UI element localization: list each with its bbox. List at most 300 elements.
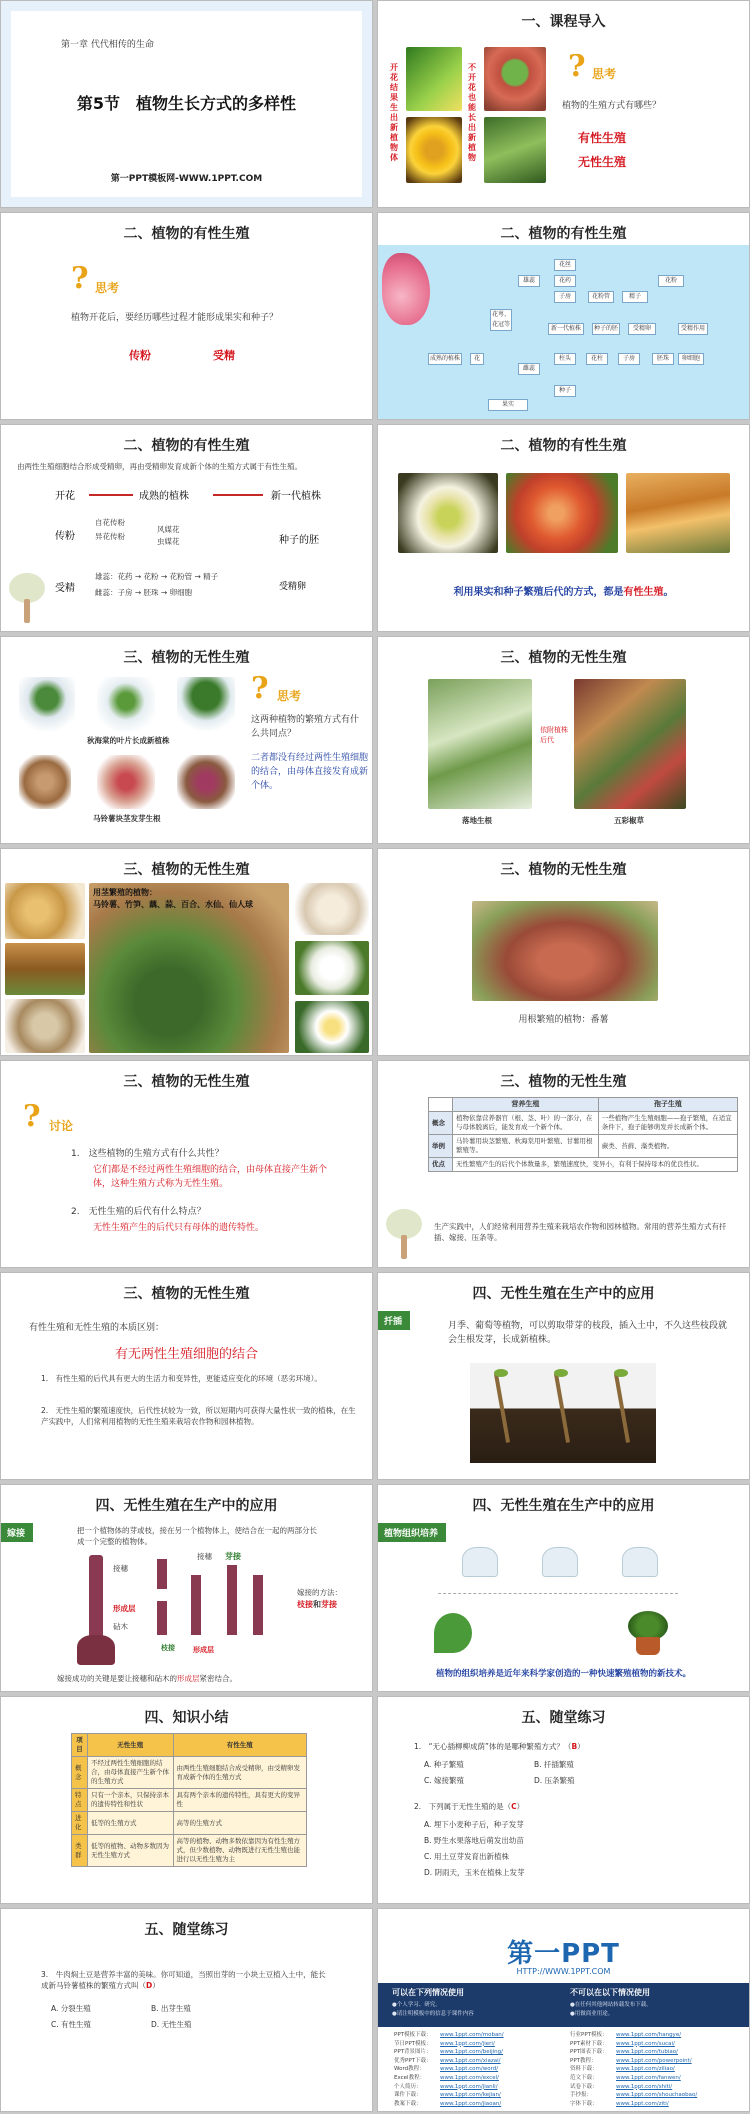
step-piece-3	[191, 1575, 201, 1635]
flask-3	[622, 1547, 658, 1577]
think-answer: 二者都没有经过两性生殖细胞的结合，由母体直接发育成新个体。	[251, 753, 369, 791]
label-bud-graft: 芽接	[225, 1552, 241, 1561]
resource-link-row	[570, 2040, 675, 2048]
tree-decoration	[386, 1209, 422, 1259]
node-fruit: 果实	[488, 399, 528, 411]
bamboo-shoot-photo	[5, 943, 85, 995]
resource-link-label: PPT素材下载：	[570, 2040, 608, 2047]
graft-stock-1	[89, 1555, 103, 1645]
intro-question: 植物的生殖方式有哪些？	[562, 101, 662, 111]
node-egg: 卵细胞	[678, 353, 704, 365]
slide-fruit-seed	[377, 424, 750, 632]
resource-link-label: PPT教程：	[570, 2057, 597, 2064]
option-1c: C. 嫁接繁殖	[424, 1776, 465, 1785]
resource-link-row	[570, 2031, 681, 2039]
male-path: 雄蕊：花药 → 花粉 → 花粉管 → 精子	[95, 572, 219, 581]
option-3c: C. 有性生殖	[51, 2020, 92, 2029]
q2-text: 2. 下列属于无性生殖的是（	[414, 1802, 512, 1811]
begonia-photo-1	[19, 677, 75, 731]
bud-graft-stem	[227, 1565, 237, 1635]
resource-link-row	[394, 2040, 495, 2048]
node-fertilization: 受精作用	[678, 323, 708, 335]
methods-label: 嫁接的方法：	[297, 1588, 342, 1597]
resource-link-label: 范文下载：	[570, 2075, 598, 2081]
sweet-potato-photo	[472, 901, 658, 1001]
succulent-photo	[484, 117, 546, 183]
slide-intro	[377, 0, 750, 208]
q2-end: ）	[516, 1802, 525, 1811]
q3-answer: D	[146, 1981, 153, 1990]
resource-link-row	[394, 2100, 501, 2108]
arrow-newgen-mature	[213, 494, 263, 496]
slide-title: 三、植物的无性生殖	[123, 650, 250, 666]
slide-bryophyllum	[377, 636, 750, 844]
slide-title: 二、植物的有性生殖	[123, 226, 250, 242]
begonia-caption: 秋海棠的叶片长成新植株	[87, 736, 170, 745]
mid-vertical-label: 不开花也能长出新植物	[468, 63, 476, 162]
resource-link-label: PPT图表下载：	[570, 2049, 608, 2056]
resource-link-label: 手抄报：	[570, 2092, 593, 2099]
resource-link-url[interactable]: www.1ppt.com/jianli/	[440, 2083, 498, 2090]
header-item: 项目	[72, 1734, 88, 1757]
point-2: 2. 无性生殖的繁殖速度快，后代性状较为一致，所以短期内可获得大量性状一致的植株，在生产实践中，人们常利用植物的无性生殖来栽培农作物和园林植物。	[41, 1406, 356, 1426]
practice-text: 生产实践中，人们经常利用营养生殖来栽培农作物和园林植物。常用的营养生殖方式有扦插、嫁接、压条等。	[434, 1222, 727, 1242]
slide-title: 五、随堂练习	[144, 1922, 229, 1938]
slide-sexual-think	[0, 212, 373, 420]
q1-answer: B	[571, 1742, 578, 1751]
brand-logo: 第一PPT	[507, 1939, 620, 1969]
slide-exercise-1	[377, 1696, 750, 1904]
culture-process-line	[438, 1593, 678, 1613]
step-mature: 成熟的植株	[139, 491, 189, 502]
mid-label: 依附植株后代	[540, 726, 568, 744]
begonia-photo-3	[177, 677, 235, 731]
slide-cover	[0, 0, 373, 208]
lily-photo	[295, 941, 369, 995]
tissue-culture-text: 植物的组织培养是近年来科学家创造的一种快速繁殖植物的新技术。	[435, 1669, 691, 1679]
slide-title: 一、课程导入	[521, 14, 606, 30]
cannot-use-title: 不可以在以下情况使用	[570, 1988, 650, 1997]
option-1d: D. 压条繁殖	[534, 1776, 575, 1785]
think-question: 这两种植物的繁殖方式有什么共同点？	[251, 715, 360, 739]
key-highlight: 形成层	[177, 1674, 200, 1683]
row-concept: 概念	[429, 1112, 453, 1135]
node-ovary: 子房	[618, 353, 640, 365]
discussion-q1: 1. 这些植物的生殖方式有什么共性？	[71, 1149, 224, 1159]
tag-cutting: 扦插	[378, 1311, 410, 1330]
wind-pollinated: 风媒花	[157, 525, 180, 534]
answer-pollination: 传粉	[129, 349, 151, 362]
think-question: 植物开花后，要经历哪些过程才能形成果实和种子？	[71, 313, 279, 323]
resource-link-row	[394, 2048, 503, 2056]
resource-link-row	[570, 2083, 672, 2091]
row-label: 类群	[72, 1835, 88, 1867]
resource-link-url[interactable]: www.1ppt.com/word/	[440, 2066, 499, 2073]
slide-title: 五、随堂练习	[521, 1710, 606, 1726]
caption-highlight: 有性生殖	[623, 587, 664, 598]
resource-link-label: Word教程：	[394, 2066, 425, 2073]
cell-asexual: 低等的植物、动物多数因为无性生殖方式	[88, 1835, 174, 1867]
q3-end: ）	[152, 1981, 160, 1990]
cell-sexual: 高等的植物、动物多数依靠因为有性生殖方式，但少数植物、动物既进行无性生殖也能进行以无性生殖为主	[173, 1835, 306, 1867]
slide-stem-plants	[0, 848, 373, 1056]
peperomia-caption: 五彩椒草	[614, 816, 644, 825]
slide-tissue-culture	[377, 1484, 750, 1692]
difference-question: 有性生殖和无性生殖的本质区别：	[29, 1323, 165, 1333]
discussion-a1: 它们都是不经过两性生殖细胞的结合，由母体直接产生新个体，这种生殖方式称为无性生殖。	[93, 1165, 328, 1189]
label-branch-graft: 枝接	[161, 1644, 175, 1652]
resource-link-url[interactable]: www.1ppt.com/xiazai/	[440, 2057, 501, 2064]
resource-link-url[interactable]: www.1ppt.com/tubiao/	[616, 2049, 678, 2056]
think-label: 思考	[592, 67, 617, 81]
resource-link-url[interactable]: www.1ppt.com/hangye/	[616, 2032, 682, 2038]
slide-cutting	[377, 1272, 750, 1480]
node-new-plant: 新一代植株	[548, 323, 584, 335]
q1-text: 1. “无心插柳柳成荫”体的是哪种繁殖方式？（	[414, 1742, 572, 1751]
resource-link-url[interactable]: www.1ppt.com/fanwen/	[616, 2075, 681, 2081]
lotus-root-photo	[5, 999, 85, 1053]
cell-sexual: 高等的生殖方式	[173, 1812, 306, 1835]
resource-link-url[interactable]: www.1ppt.com/jiaoan/	[440, 2100, 502, 2107]
cross-pollination: 异花传粉	[95, 532, 125, 541]
resource-link-row	[394, 2083, 498, 2091]
flask-1	[462, 1547, 498, 1577]
begonia-photo-2	[97, 677, 155, 731]
slide-sexual-process	[0, 424, 373, 632]
garlic-photo	[295, 883, 369, 935]
peach-photo	[506, 473, 618, 553]
option-2d: D. 阴雨天，玉米在植株上发芽	[424, 1868, 525, 1877]
tag-grafting: 嫁接	[1, 1523, 33, 1542]
insect-pollinated: 虫媒花	[157, 537, 180, 546]
key-part: 嫁接成功的关键是要让接穗和砧木的	[57, 1674, 177, 1683]
option-3d: D. 无性生殖	[151, 2020, 192, 2029]
resource-link-label: 节日PPT模板：	[394, 2040, 432, 2047]
slide-title: 四、知识小结	[144, 1710, 229, 1726]
cutting-illustration	[470, 1363, 656, 1463]
slide-title: 三、植物的无性生殖	[500, 650, 627, 666]
option-1a: A. 种子繁殖	[424, 1760, 464, 1769]
cell-example-spore: 蕨类、苔藓、藻类植物。	[598, 1135, 737, 1158]
resource-link-label: 教案下载：	[394, 2100, 422, 2107]
node-ovary-top: 子房	[554, 291, 576, 303]
q2-answer: C	[511, 1802, 517, 1811]
think-label: 思考	[277, 689, 302, 703]
grain-photo	[626, 473, 730, 553]
slide-title: 四、无性生殖在生产中的应用	[472, 1498, 655, 1514]
node-mature-plant: 成熟的植株	[428, 353, 462, 365]
can-use-title: 可以在下列情况使用	[392, 1988, 464, 1997]
slide-compare-table	[377, 1060, 750, 1268]
method-and: 和	[313, 1600, 321, 1609]
slide-exercise-2	[0, 1908, 373, 2112]
q1-end: ）	[577, 1742, 585, 1751]
cutting-stem-3	[614, 1373, 630, 1443]
label-scion: 接穗	[113, 1564, 128, 1573]
left-vertical-label: 开花结果生出新植物体	[390, 63, 398, 162]
option-3b: B. 出芽生殖	[151, 2004, 191, 2013]
resource-link-label: 资料下载：	[570, 2066, 598, 2073]
step-piece-2	[157, 1601, 167, 1635]
point-1: 1. 有性生殖的后代具有更大的生活力和变异性，更能适应变化的环境（恶劣环境）。	[41, 1374, 322, 1383]
cannot-use-1: ●在任何其他网站转载发布下载。	[570, 2002, 652, 2008]
think-label: 思考	[95, 281, 120, 295]
flask-2	[542, 1547, 578, 1577]
discuss-label: 讨论	[49, 1119, 74, 1133]
option-3a: A. 分裂生殖	[51, 2004, 91, 2013]
label-stock: 砧木	[113, 1622, 128, 1631]
slide-title: 二、植物的有性生殖	[500, 438, 627, 454]
discussion-a2: 无性生殖产生的后代只有母体的遗传特性。	[93, 1223, 265, 1233]
slide-title: 二、植物的有性生殖	[500, 226, 627, 242]
node-ovule: 胚珠	[652, 353, 674, 365]
resource-link-row	[570, 2057, 692, 2065]
resource-link-label: 行业PPT模板：	[570, 2032, 608, 2038]
question-icon: ?	[71, 261, 89, 296]
tag-tissue-culture: 植物组织培养	[378, 1523, 446, 1542]
slide-flower-diagram	[377, 212, 750, 420]
slide-title: 三、植物的无性生殖	[500, 862, 627, 878]
key-end: 紧密结合。	[199, 1674, 237, 1683]
cover-site: 第一PPT模板网-WWW.1PPT.COM	[110, 174, 263, 184]
row-label: 特点	[72, 1789, 88, 1812]
resource-link-row	[394, 2031, 504, 2039]
methods-list	[297, 1599, 337, 1610]
option-2b: B. 野生水果落地后萌发出幼苗	[424, 1836, 524, 1845]
question-icon: ?	[251, 671, 269, 706]
node-pistil: 雌蕊	[518, 363, 540, 375]
cell-asexual: 只有一个亲本，只保持亲本的遗传特性和性状	[88, 1789, 174, 1812]
kalanchoe-caption: 落地生根	[462, 816, 492, 825]
brand-url: HTTP://WWW.1PPT.COM	[516, 1967, 611, 1976]
resource-link-url[interactable]: www.1ppt.com/kejian/	[440, 2092, 501, 2099]
can-use-2: ●请注明模板中的信息于课件内容	[392, 2011, 474, 2017]
node-sperm: 精子	[622, 291, 648, 303]
resource-link-label: Excel教程：	[394, 2075, 426, 2081]
node-seed: 种子	[554, 385, 576, 397]
exercise-q1	[414, 1741, 585, 1752]
discussion-q2: 2. 无性生殖的后代有什么特点？	[71, 1207, 206, 1217]
potato-caption: 马铃薯块茎发芽生根	[93, 814, 161, 823]
option-2a: A. 埋下小麦种子后，种子发芽	[424, 1820, 524, 1829]
slide-title: 三、植物的无性生殖	[123, 1074, 250, 1090]
step-piece-1	[157, 1559, 167, 1589]
sunflower-photo	[406, 117, 462, 183]
lotus-photo	[398, 473, 498, 553]
resource-links	[378, 2031, 750, 2112]
node-flower-parts: 花萼、花冠等	[490, 309, 512, 331]
table-corner	[429, 1098, 453, 1112]
slide-title: 四、无性生殖在生产中的应用	[95, 1498, 278, 1514]
cover-title: 第5节 植物生长方式的多样性	[76, 94, 297, 113]
node-flower: 花	[470, 353, 484, 365]
step-embryo: 种子的胚	[279, 535, 319, 546]
cell-asexual: 低等的生殖方式	[88, 1812, 174, 1835]
cell-sexual: 具有两个亲本的遗传特性，具有更大的变异性	[173, 1789, 306, 1812]
step-pollination: 传粉	[55, 531, 75, 542]
graft-steps-1	[151, 1555, 221, 1645]
label-cambium: 形成层	[113, 1604, 136, 1613]
slide-title: 三、植物的无性生殖	[123, 1286, 250, 1302]
resource-link-label: 试卷下载：	[570, 2083, 598, 2090]
can-use-1: ●个人学习、研究。	[392, 2002, 441, 2008]
root-caption: 用根繁殖的植物：番薯	[518, 1015, 609, 1025]
cell-sexual: 由两性生殖细胞结合成受精卵，由受精卵发育成新个体的生殖方式	[173, 1757, 306, 1789]
node-style: 花柱	[586, 353, 608, 365]
cutting-leaf-2	[554, 1369, 568, 1377]
row-example: 举例	[429, 1135, 453, 1158]
resource-link-row	[570, 2065, 675, 2073]
cutting-text: 月季、葡萄等植物，可以剪取带芽的枝段，插入土中，不久这些枝段就会生根发芽，长成新植株。	[448, 1321, 728, 1345]
q3-text: 3. 牛肉焖土豆是营养丰富的美味。你可知道，当照出芽的一小块土豆植入土中，能长成新马铃薯植株的繁殖方式叫（	[41, 1970, 326, 1990]
exercise-q3	[41, 1969, 331, 1991]
resource-link-row	[394, 2065, 498, 2073]
resource-link-url[interactable]: www.1ppt.com/ziliao/	[616, 2066, 675, 2073]
tree-decoration	[9, 573, 45, 623]
resource-link-row	[394, 2074, 499, 2082]
leaf-source	[434, 1613, 472, 1653]
node-stamen: 雄蕊	[518, 275, 540, 287]
resource-link-url[interactable]: www.1ppt.com/sucai/	[616, 2040, 675, 2047]
slide-discussion	[0, 1060, 373, 1268]
slide-root-plants	[377, 848, 750, 1056]
question-icon: ?	[568, 49, 586, 84]
narcissus-photo	[295, 1001, 369, 1053]
node-pollen: 花粉	[658, 275, 684, 287]
resource-link-row	[570, 2074, 681, 2082]
potato-photo-3	[177, 755, 235, 809]
resource-link-url[interactable]: www.1ppt.com/shiti/	[616, 2083, 673, 2090]
resource-link-row	[570, 2100, 669, 2108]
cutting-stem-2	[554, 1373, 570, 1443]
question-icon: ?	[23, 1099, 41, 1134]
comparison-table	[428, 1097, 738, 1172]
caption-part: 利用果实和种子繁殖后代的方式，都是	[453, 587, 624, 598]
resource-link-label: PPT模板下载：	[394, 2032, 432, 2038]
node-pollen-tube: 花粉管	[588, 291, 614, 303]
resource-link-label: 个人简历：	[394, 2083, 422, 2090]
stem-list: 马铃薯、竹笋、藕、蒜、百合、水仙、仙人球	[93, 900, 253, 909]
fruit-seed-caption	[378, 583, 749, 598]
answer-fertilization: 受精	[213, 349, 235, 362]
label-scion-2: 接穗	[197, 1552, 212, 1561]
stem-heading: 用茎繁殖的植物：	[93, 888, 157, 897]
potted-leaf-photo	[484, 47, 546, 111]
method-bud: 芽接	[321, 1600, 337, 1609]
cell-concept-spore: 一些植物产生生殖细胞——孢子繁殖，在适宜条件下，孢子能够萌发并长成新个体。	[598, 1112, 737, 1135]
header-asexual: 无性生殖	[88, 1734, 174, 1757]
pea-photo	[406, 47, 462, 111]
cutting-stem-1	[494, 1373, 510, 1443]
self-pollination: 自花传粉	[95, 518, 125, 527]
slide-title: 四、无性生殖在生产中的应用	[472, 1286, 655, 1302]
cell-asexual: 不经过两性生殖细胞的结合，由母体直接产生新个体的生殖方式	[88, 1757, 174, 1789]
resource-link-url[interactable]: www.1ppt.com/jieri/	[440, 2040, 495, 2047]
resource-link-label: PPT背景图片：	[394, 2049, 432, 2056]
node-filament: 花丝	[554, 259, 576, 271]
cutting-leaf-3	[614, 1369, 628, 1377]
resource-link-row	[570, 2048, 678, 2056]
row-label: 概念	[72, 1757, 88, 1789]
grafting-key	[57, 1673, 237, 1684]
option-1b: B. 扦插繁殖	[534, 1760, 574, 1769]
resource-link-label: 课件下载：	[394, 2092, 422, 2099]
node-anther: 花药	[554, 275, 576, 287]
exercise-q2	[414, 1801, 524, 1812]
graft-stock-base	[77, 1635, 115, 1665]
caption-end: 。	[663, 587, 674, 598]
resource-link-row	[394, 2091, 501, 2099]
cell-advantage: 无性繁殖产生的后代个体数量多，繁殖速度快，变异小，有利于保持母本的优良性状。	[453, 1158, 738, 1172]
potato-photo-2	[97, 755, 155, 809]
cutting-leaf-1	[494, 1369, 508, 1377]
node-stigma: 柱头	[554, 353, 576, 365]
method-branch: 枝接	[297, 1600, 313, 1609]
definition-text: 由两性生殖细胞结合形成受精卵，再由受精卵发育成新个体的生殖方式属于有性生殖。	[17, 462, 302, 471]
chapter-label: 第一章 代代相传的生命	[61, 40, 154, 50]
slide-difference	[0, 1272, 373, 1480]
resource-link-url[interactable]: www.1ppt.com/beijing/	[440, 2049, 504, 2056]
option-2c: C. 用土豆芽发育出新植株	[424, 1852, 510, 1861]
grafting-text: 把一个植物体的芽或枝，接在另一个植物体上，使结合在一起的两部分长成一个完整的植物体。	[77, 1526, 317, 1546]
step-flower: 开花	[55, 491, 75, 502]
arrow-mature-flower	[89, 494, 133, 496]
answer-asexual: 无性生殖	[578, 155, 627, 169]
answer-sexual: 有性生殖	[578, 131, 627, 145]
cell-concept-vegetative: 植物依靠营养器官（根、茎、叶）的一部分，在与母体脱离后，能发育成一个新个体。	[453, 1112, 599, 1135]
resource-link-url[interactable]: www.1ppt.com/moban/	[440, 2032, 504, 2038]
slide-grafting	[0, 1484, 373, 1692]
bud-graft-stem-2	[253, 1575, 263, 1635]
kalanchoe-photo	[428, 679, 532, 809]
row-advantage: 优点	[429, 1158, 453, 1172]
step-newgen: 新一代植株	[271, 491, 321, 502]
peperomia-photo	[574, 679, 686, 809]
col-vegetative: 营养生殖	[453, 1098, 599, 1112]
usage-banner	[378, 1983, 750, 2027]
female-path: 雌蕊：子房 → 胚珠 → 卵细胞	[95, 588, 193, 597]
step-zygote: 受精卵	[279, 582, 307, 592]
resource-link-label: 字体下载：	[570, 2100, 598, 2107]
col-spore: 孢子生殖	[598, 1098, 737, 1112]
resource-link-label: 优秀PPT下载：	[394, 2057, 432, 2064]
row-label: 进化	[72, 1812, 88, 1835]
key-difference: 有无两性生殖细胞的结合	[114, 1347, 258, 1362]
cannot-use-2: ●用做商业用途。	[570, 2011, 614, 2017]
cell-example-vegetative: 马铃薯用块茎繁殖、秋海棠用叶繁殖、甘薯用根繁殖等。	[453, 1135, 599, 1158]
slide-title: 三、植物的无性生殖	[500, 1074, 627, 1090]
plant-pot	[636, 1637, 660, 1655]
resource-link-row	[394, 2057, 501, 2065]
slide-asexual-intro	[0, 636, 373, 844]
slide-end-info	[377, 1908, 750, 2112]
resource-link-row	[570, 2091, 697, 2099]
header-sexual: 有性生殖	[173, 1734, 306, 1757]
resource-link-url[interactable]: www.1ppt.com/powerpoint/	[616, 2057, 692, 2064]
summary-table	[71, 1733, 307, 1867]
potato-photo-1	[19, 755, 71, 809]
slide-title: 二、植物的有性生殖	[123, 438, 250, 454]
label-cambium-2: 形成层	[193, 1646, 214, 1654]
resource-link-url[interactable]: www.1ppt.com/shouchaobao/	[616, 2092, 698, 2099]
node-embryo: 种子的胚	[592, 323, 620, 335]
slide-title: 三、植物的无性生殖	[123, 862, 250, 878]
potato-photo	[5, 883, 85, 939]
step-fertilization: 受精	[55, 583, 75, 594]
slide-summary	[0, 1696, 373, 1904]
resource-link-url[interactable]: www.1ppt.com/excel/	[440, 2075, 499, 2081]
resource-link-url[interactable]: www.1ppt.com/ziti/	[616, 2100, 669, 2107]
